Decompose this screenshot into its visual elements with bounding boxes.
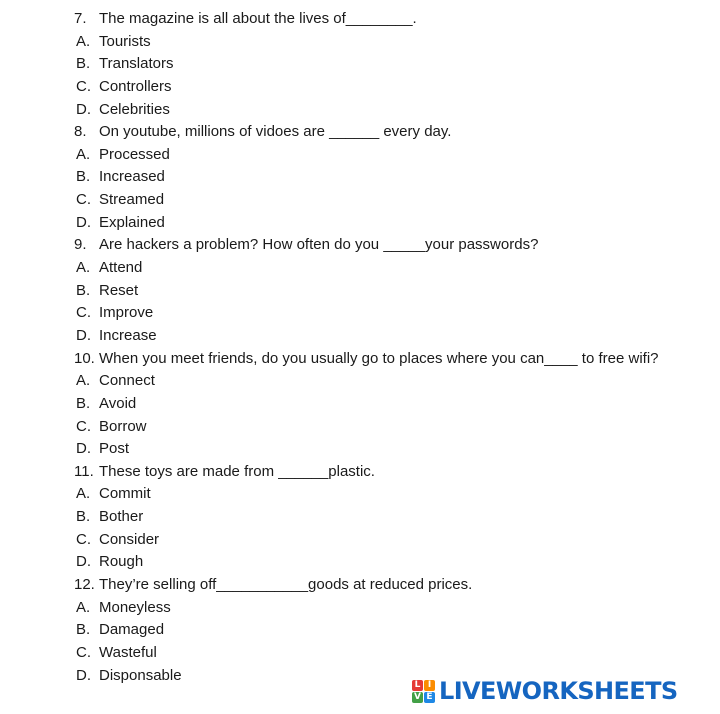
option-text: Streamed xyxy=(99,191,165,209)
option-text: Tourists xyxy=(99,32,151,50)
option-text: Moneyless xyxy=(99,598,171,616)
option-7a[interactable] xyxy=(0,31,720,54)
option-9c[interactable] xyxy=(0,302,720,325)
option-letter: B. xyxy=(76,621,91,639)
option-letter: D. xyxy=(76,100,91,118)
option-letter: B. xyxy=(76,168,91,186)
option-9d[interactable] xyxy=(0,325,720,348)
option-8c[interactable] xyxy=(0,189,720,212)
option-text: Increase xyxy=(99,326,157,344)
option-10b[interactable] xyxy=(0,393,720,416)
option-letter: D. xyxy=(76,213,91,231)
option-11c[interactable] xyxy=(0,529,720,552)
option-letter: C. xyxy=(76,77,91,95)
option-9a[interactable] xyxy=(0,257,720,280)
option-text: Bother xyxy=(99,508,144,526)
question-8 xyxy=(0,121,720,144)
option-text: Post xyxy=(99,440,130,458)
worksheet xyxy=(0,8,720,687)
logo-wordmark: LIVEWORKSHEETS xyxy=(439,677,678,705)
question-text: Are hackers a problem? How often do you _____your passwords? xyxy=(99,236,539,254)
option-text: Disponsable xyxy=(99,666,182,684)
option-text: Connect xyxy=(99,372,155,390)
option-letter: A. xyxy=(76,598,91,616)
question-text: They’re selling off___________goods at reduced prices. xyxy=(99,576,473,594)
question-text: These toys are made from ______plastic. xyxy=(99,462,375,480)
question-number: 8. xyxy=(74,123,87,141)
option-10c[interactable] xyxy=(0,416,720,439)
option-8d[interactable] xyxy=(0,212,720,235)
option-9b[interactable] xyxy=(0,280,720,303)
logo-badge-icon xyxy=(412,680,435,703)
option-8a[interactable] xyxy=(0,144,720,167)
question-number: 7. xyxy=(74,10,87,27)
option-text: Processed xyxy=(99,145,170,163)
option-text: Translators xyxy=(99,55,174,73)
option-text: Avoid xyxy=(99,394,137,412)
liveworksheets-logo xyxy=(412,676,678,706)
option-letter: D. xyxy=(76,326,91,344)
option-text: Damaged xyxy=(99,621,165,639)
question-number: 12. xyxy=(74,576,95,594)
question-number: 10. xyxy=(74,349,95,367)
option-11d[interactable] xyxy=(0,551,720,574)
option-text: Commit xyxy=(99,485,151,503)
option-text: Reset xyxy=(99,281,139,299)
logo-badge-letter: I xyxy=(424,680,435,691)
logo-badge-letter: L xyxy=(412,680,423,691)
option-letter: C. xyxy=(76,191,91,209)
option-10d[interactable] xyxy=(0,438,720,461)
option-letter: D. xyxy=(76,553,91,571)
option-text: Consider xyxy=(99,530,160,548)
option-letter: A. xyxy=(76,145,91,163)
option-letter: A. xyxy=(76,485,91,503)
question-number: 11. xyxy=(74,462,94,480)
option-letter: A. xyxy=(76,32,91,50)
option-7b[interactable] xyxy=(0,53,720,76)
option-letter: C. xyxy=(76,417,91,435)
option-12b[interactable] xyxy=(0,619,720,642)
option-11a[interactable] xyxy=(0,483,720,506)
option-letter: D. xyxy=(76,440,91,458)
option-text: Borrow xyxy=(99,417,147,435)
option-12a[interactable] xyxy=(0,597,720,620)
option-letter: B. xyxy=(76,281,91,299)
logo-badge-letter: E xyxy=(424,692,435,703)
option-letter: B. xyxy=(76,55,91,73)
question-9 xyxy=(0,234,720,257)
option-letter: D. xyxy=(76,666,91,684)
option-7d[interactable] xyxy=(0,99,720,122)
option-text: Improve xyxy=(99,304,154,322)
option-letter: A. xyxy=(76,372,91,390)
question-text: When you meet friends, do you usually go to places where you can____ to free wifi? xyxy=(99,349,659,367)
logo-badge-letter: V xyxy=(412,692,423,703)
option-text: Attend xyxy=(99,259,143,277)
option-text: Explained xyxy=(99,213,165,231)
question-number: 9. xyxy=(74,236,87,254)
option-letter: B. xyxy=(76,394,91,412)
question-12 xyxy=(0,574,720,597)
question-10 xyxy=(0,348,720,371)
option-letter: B. xyxy=(76,508,91,526)
option-text: Increased xyxy=(99,168,165,186)
option-letter: C. xyxy=(76,643,91,661)
option-text: Celebrities xyxy=(99,100,170,118)
question-text: The magazine is all about the lives of________. xyxy=(99,10,417,27)
option-10a[interactable] xyxy=(0,370,720,393)
option-8b[interactable] xyxy=(0,166,720,189)
question-7 xyxy=(0,8,720,31)
question-text: On youtube, millions of vidoes are ______ every day. xyxy=(99,123,452,141)
question-11 xyxy=(0,461,720,484)
option-11b[interactable] xyxy=(0,506,720,529)
option-letter: A. xyxy=(76,259,91,277)
option-text: Wasteful xyxy=(99,643,157,661)
option-7c[interactable] xyxy=(0,76,720,99)
option-letter: C. xyxy=(76,304,91,322)
option-12c[interactable] xyxy=(0,642,720,665)
option-text: Controllers xyxy=(99,77,172,95)
option-text: Rough xyxy=(99,553,144,571)
option-letter: C. xyxy=(76,530,91,548)
